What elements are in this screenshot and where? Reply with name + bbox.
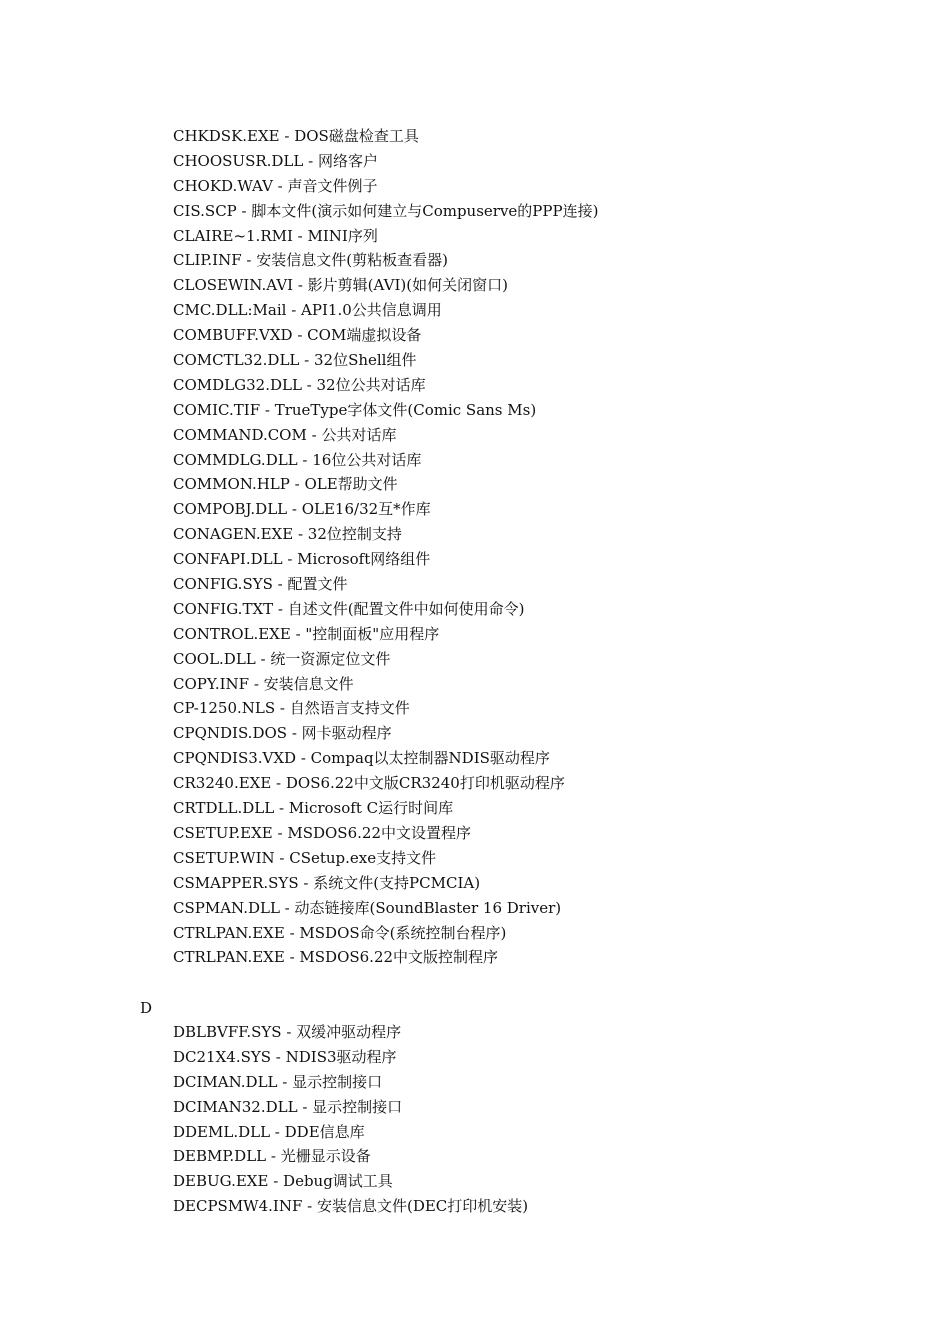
list-item: DCIMAN.DLL - 显示控制接口 (173, 1072, 383, 1091)
list-item: COOL.DLL - 统一资源定位文件 (173, 649, 391, 668)
list-item: CONFIG.TXT - 自述文件(配置文件中如何使用命令) (173, 599, 525, 618)
list-item: COMMDLG.DLL - 16位公共对话库 (173, 450, 422, 469)
list-item: CLAIRE~1.RMI - MINI序列 (173, 226, 378, 245)
list-item: DC21X4.SYS - NDIS3驱动程序 (173, 1047, 397, 1066)
list-item: CSETUP.WIN - CSetup.exe支持文件 (173, 848, 437, 867)
list-item: CP-1250.NLS - 自然语言支持文件 (173, 699, 410, 718)
list-item: COMCTL32.DLL - 32位Shell组件 (173, 351, 417, 370)
list-item: CTRLPAN.EXE - MSDOS命令(系统控制台程序) (173, 923, 507, 942)
list-item: COMPOBJ.DLL - OLE16/32互*作库 (173, 500, 431, 519)
list-item: CLIP.INF - 安装信息文件(剪粘板查看器) (173, 251, 448, 270)
list-item: CPQNDIS.DOS - 网卡驱动程序 (173, 724, 392, 743)
list-item: CMC.DLL:Mail - API1.0公共信息调用 (173, 301, 442, 320)
list-item: COMBUFF.VXD - COM端虚拟设备 (173, 326, 422, 345)
list-item: CSPMAN.DLL - 动态链接库(SoundBlaster 16 Driver) (173, 898, 562, 917)
list-item: DEBMP.DLL - 光栅显示设备 (173, 1147, 371, 1166)
list-item: CPQNDIS3.VXD - Compaq以太控制器NDIS驱动程序 (173, 749, 550, 768)
section-heading-d: D (140, 999, 153, 1017)
list-item: CIS.SCP - 脚本文件(演示如何建立与Compuserve的PPP连接) (173, 201, 599, 220)
list-item: CLOSEWIN.AVI - 影片剪辑(AVI)(如何关闭窗口) (173, 276, 508, 295)
list-item: DCIMAN32.DLL - 显示控制接口 (173, 1097, 403, 1116)
list-item: DECPSMW4.INF - 安装信息文件(DEC打印机安装) (173, 1197, 529, 1216)
list-item: COPY.INF - 安装信息文件 (173, 674, 354, 693)
section-c-list (173, 124, 598, 970)
list-item: CTRLPAN.EXE - MSDOS6.22中文版控制程序 (173, 948, 499, 967)
list-item: CSMAPPER.SYS - 系统文件(支持PCMCIA) (173, 873, 481, 892)
list-item: CSETUP.EXE - MSDOS6.22中文设置程序 (173, 823, 471, 842)
list-item: DDEML.DLL - DDE信息库 (173, 1122, 365, 1141)
list-item: CHKDSK.EXE - DOS磁盘检查工具 (173, 127, 419, 145)
list-item: CHOKD.WAV - 声音文件例子 (173, 176, 378, 195)
list-item: COMIC.TIF - TrueType字体文件(Comic Sans Ms) (173, 400, 537, 419)
list-item: CONFAPI.DLL - Microsoft网络组件 (173, 550, 431, 569)
list-item: COMDLG32.DLL - 32位公共对话库 (173, 375, 426, 394)
list-item: CONAGEN.EXE - 32位控制支持 (173, 525, 402, 544)
list-item: COMMAND.COM - 公共对话库 (173, 425, 397, 444)
list-item: CONFIG.SYS - 配置文件 (173, 575, 348, 594)
list-item: COMMON.HLP - OLE帮助文件 (173, 475, 398, 494)
list-item: DBLBVFF.SYS - 双缓冲驱动程序 (173, 1023, 402, 1041)
list-item: DEBUG.EXE - Debug调试工具 (173, 1172, 393, 1191)
list-item: CHOOSUSR.DLL - 网络客户 (173, 151, 378, 170)
section-d-list (173, 1020, 528, 1219)
list-item: CONTROL.EXE - "控制面板"应用程序 (173, 624, 440, 643)
list-item: CRTDLL.DLL - Microsoft C运行时间库 (173, 799, 454, 818)
list-item: CR3240.EXE - DOS6.22中文版CR3240打印机驱动程序 (173, 774, 565, 793)
